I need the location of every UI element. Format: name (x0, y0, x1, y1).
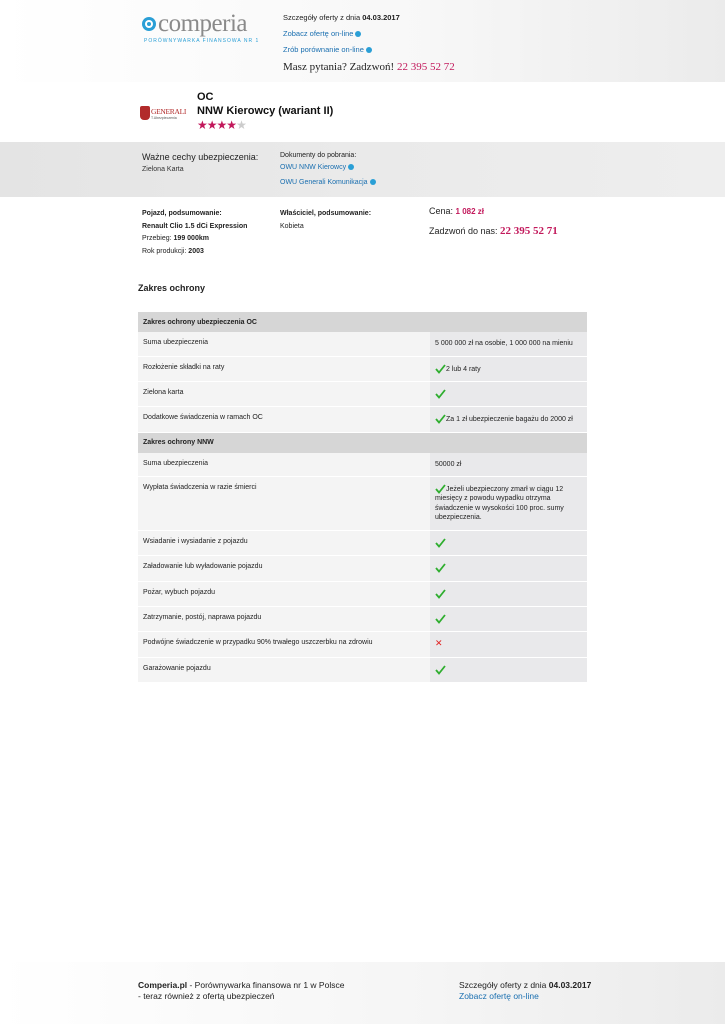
footer-offer-date-label: Szczegóły oferty z dnia (459, 980, 549, 990)
coverage-value (430, 556, 587, 580)
view-offer-online-label[interactable]: Zobacz ofertę on-line (283, 29, 354, 38)
vehicle-summary-title: Pojazd, podsumowanie: (142, 210, 222, 217)
coverage-row (138, 582, 587, 607)
coverage-value (430, 357, 587, 381)
coverage-row (138, 407, 587, 432)
phone-number[interactable]: 22 395 52 72 (396, 61, 455, 73)
view-offer-online-link[interactable] (283, 29, 455, 38)
generali-logo (140, 105, 188, 123)
check-icon (435, 614, 446, 624)
check-icon (435, 538, 446, 548)
info-icon (348, 164, 354, 170)
coverage-value (430, 632, 587, 657)
document-link-label[interactable]: OWU NNW Kierowcy (280, 164, 347, 171)
year-label: Rok produkcji: (142, 247, 189, 255)
product-title-line2: NNW Kierowcy (wariant II) (197, 105, 334, 117)
contact-phone (283, 61, 455, 73)
offer-date-label: Szczegóły oferty z dnia (283, 13, 363, 22)
coverage-row (138, 658, 587, 683)
coverage-row (138, 357, 587, 382)
price-box (429, 206, 558, 237)
comperia-logo[interactable] (142, 12, 259, 44)
star-empty-icon: ★ (236, 118, 246, 132)
coverage-label: Suma ubezpieczenia (138, 332, 430, 356)
nnw-header: Zakres ochrony NNW (138, 433, 587, 453)
coverage-value (430, 407, 587, 431)
info-icon (366, 47, 372, 53)
product-title-line1: OC (197, 91, 214, 103)
product-title (197, 90, 333, 118)
lion-icon (140, 106, 150, 120)
coverage-table (138, 312, 587, 683)
footer-brand[interactable]: Comperia.pl (138, 980, 188, 990)
nnw-rows (138, 453, 587, 684)
star-filled-icon: ★ (226, 118, 237, 132)
coverage-row (138, 556, 587, 581)
header-info (283, 13, 455, 73)
document-link[interactable] (280, 164, 376, 173)
call-us (429, 225, 558, 237)
check-icon (435, 484, 446, 494)
footer-line1: - Porównywarka finansowa nr 1 w Polsce (187, 980, 345, 990)
page-footer (0, 962, 725, 1024)
check-icon (435, 364, 446, 374)
coverage-value (430, 658, 587, 682)
oc-rows (138, 332, 587, 433)
vehicle-model: Renault Clio 1.5 dCi Expression (142, 222, 248, 230)
coverage-row (138, 453, 587, 478)
coverage-label: Garażowanie pojazdu (138, 658, 430, 682)
price-label: Cena: (429, 206, 456, 216)
compare-online-link[interactable] (283, 45, 455, 54)
coverage-label: Podwójne świadczenie w przypadku 90% trwałego uszczerbku na zdrowiu (138, 632, 430, 657)
coverage-section-title: Zakres ochrony (138, 283, 206, 293)
coverage-value (430, 531, 587, 555)
check-icon (435, 389, 446, 399)
call-label: Zadzwoń do nas: (429, 226, 501, 236)
star-filled-icon: ★ (216, 118, 227, 132)
features-band (0, 142, 725, 197)
summary (0, 200, 725, 270)
coverage-row (138, 531, 587, 556)
owner-value: Kobieta (280, 222, 304, 230)
comperia-logo-icon (142, 17, 156, 31)
vehicle-mileage (142, 233, 247, 246)
footer-offer (459, 980, 591, 1002)
coverage-label: Wypłata świadczenia w razie śmierci (138, 477, 430, 530)
check-icon (435, 589, 446, 599)
document-link[interactable] (280, 179, 376, 188)
info-icon (355, 31, 361, 37)
coverage-row (138, 477, 587, 531)
star-filled-icon: ★ (206, 118, 217, 132)
owner-summary-title: Właściciel, podsumowanie: (280, 210, 372, 217)
features-title: Ważne cechy ubezpieczenia: (142, 152, 259, 162)
coverage-value-text: 5 000 000 zł na osobie, 1 000 000 na mieniu (435, 340, 573, 347)
coverage-label: Pożar, wybuch pojazdu (138, 582, 430, 606)
coverage-label: Zielona karta (138, 382, 430, 406)
oc-header: Zakres ochrony ubezpieczenia OC (138, 312, 587, 332)
check-icon (435, 563, 446, 573)
documents-title: Dokumenty do pobrania: (280, 152, 357, 159)
coverage-row (138, 332, 587, 357)
coverage-value-text: 50000 zł (435, 460, 462, 468)
info-icon (370, 179, 376, 185)
footer-view-offer-link[interactable]: Zobacz ofertę on-line (459, 991, 539, 1001)
year-value: 2003 (188, 247, 204, 255)
mileage-value: 199 000km (173, 235, 209, 242)
product-header (140, 90, 580, 136)
coverage-value (430, 477, 587, 530)
price-value: 1 082 zł (455, 207, 484, 216)
vehicle-summary (142, 208, 247, 258)
coverage-row (138, 607, 587, 632)
key-features (142, 152, 258, 173)
star-filled-icon: ★ (197, 118, 207, 132)
coverage-label: Rozłożenie składki na raty (138, 357, 430, 381)
call-phone[interactable]: 22 395 52 71 (500, 225, 558, 237)
coverage-label: Suma ubezpieczenia (138, 453, 430, 477)
insurer-sub: T.Ubezpieczenia (151, 116, 177, 120)
page-header (0, 0, 725, 82)
coverage-label: Załadowanie lub wyładowanie pojazdu (138, 556, 430, 580)
footer-offer-date: 04.03.2017 (548, 980, 592, 990)
vehicle-year (142, 246, 247, 259)
coverage-value-text: Jeżeli ubezpieczony zmarł w ciągu 12 miesięcy z powodu wypadku otrzyma świadczenie w wysokości 100 proc. sumy ubezpieczenia. (435, 485, 564, 522)
coverage-label: Zatrzymanie, postój, naprawa pojazdu (138, 607, 430, 631)
footer-line2: - teraz również z ofertą ubezpieczeń (138, 991, 275, 1001)
coverage-row (138, 632, 587, 658)
feature-item: Zielona Karta (142, 166, 184, 173)
coverage-value (430, 607, 587, 631)
footer-about (138, 980, 344, 1002)
rating-stars (197, 119, 246, 131)
coverage-label: Dodatkowe świadczenia w ramach OC (138, 407, 430, 431)
coverage-value (430, 332, 587, 356)
documents (280, 152, 376, 194)
check-icon (435, 665, 446, 675)
coverage-value-text: 2 lub 4 raty (446, 365, 481, 373)
offer-date (283, 13, 455, 22)
coverage-value-text: Za 1 zł ubezpieczenie bagażu do 2000 zł (446, 416, 573, 424)
owner-summary (280, 208, 371, 233)
coverage-value (430, 382, 587, 406)
check-icon (435, 414, 446, 424)
coverage-value (430, 582, 587, 606)
insurer-name: GENERALI (151, 107, 187, 116)
question-label: Masz pytania? Zadzwoń! (283, 61, 397, 73)
compare-online-label[interactable]: Zrób porównanie on-line (283, 45, 364, 54)
logo-text: comperia (158, 10, 248, 37)
coverage-row (138, 382, 587, 407)
document-link-label[interactable]: OWU Generali Komunikacja (280, 179, 368, 186)
logo-tagline: PORÓWNYWARKA FINANSOWA NR 1 (144, 38, 260, 44)
coverage-label: Wsiadanie i wysiadanie z pojazdu (138, 531, 430, 555)
price (429, 206, 558, 216)
coverage-value (430, 453, 587, 477)
mileage-label: Przebieg: (142, 235, 174, 242)
offer-date-value: 04.03.2017 (362, 13, 400, 22)
cross-icon: ✕ (435, 638, 443, 649)
